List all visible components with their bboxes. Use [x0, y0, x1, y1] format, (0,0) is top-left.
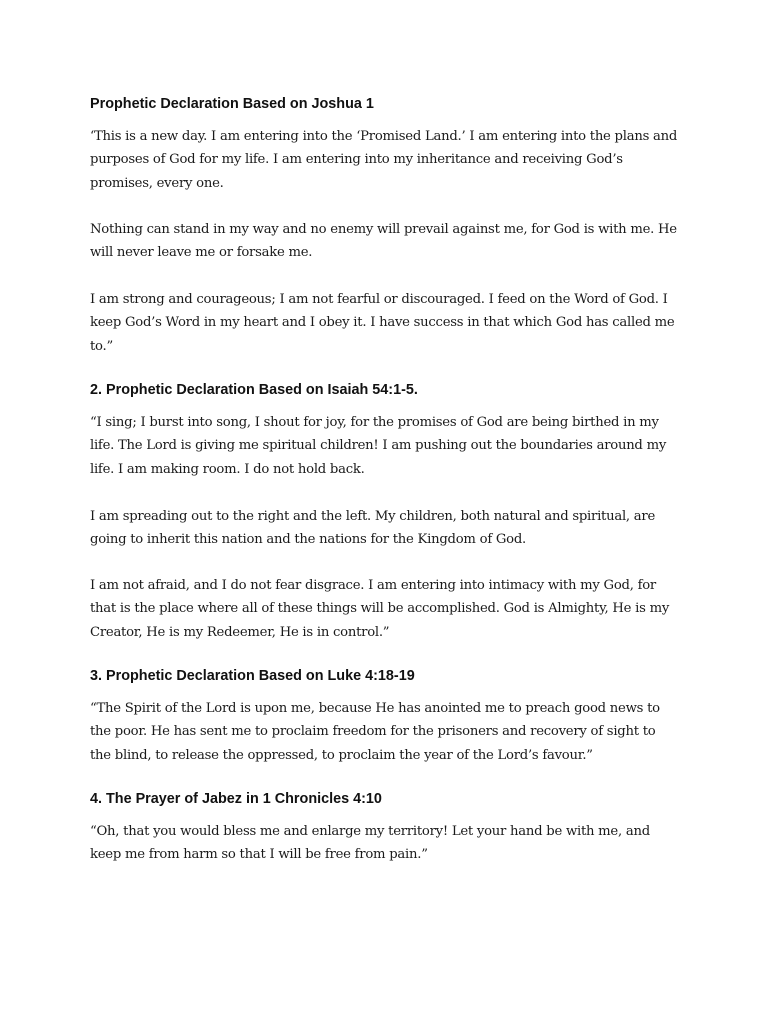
section-heading: 2. Prophetic Declaration Based on Isaiah 54:1-5. [90, 382, 418, 398]
section-joshua-body [90, 125, 680, 195]
section-joshua-body [90, 218, 680, 265]
section-isaiah [90, 380, 680, 400]
paragraph: ‘This is a new day. I am entering into the ‘Promised Land.’ I am entering into the plans and purposes of God for my life. I am entering into my inheritance and receiving God’s promises, every one. [90, 129, 678, 191]
section-isaiah-body [90, 574, 680, 644]
paragraph: “The Spirit of the Lord is upon me, because He has anointed me to preach good news to the poor. He has sent me to proclaim freedom for the prisoners and recovery of sight to the blind, to release the oppressed, to proclaim the year of the Lord’s favour.” [90, 701, 660, 763]
section-joshua-body [90, 288, 680, 358]
paragraph: I am spreading out to the right and the left. My children, both natural and spiritual, are going to inherit this nation and the nations for the Kingdom of God. [90, 509, 656, 548]
paragraph: “I sing; I burst into song, I shout for joy, for the promises of God are being birthed in my life. The Lord is giving me spiritual children! I am pushing out the boundaries around my life. I am making room. I do not hold back. [90, 415, 667, 477]
paragraph: I am not afraid, and I do not fear disgrace. I am entering into intimacy with my God, for that is the place where all of these things will be accomplished. God is Almighty, He is my Creator, He is my Redeemer, He is in control.” [90, 578, 670, 640]
paragraph: I am strong and courageous; I am not fearful or discouraged. I feed on the Word of God. I keep God’s Word in my heart and I obey it. I have success in that which God has called me to.” [90, 292, 675, 354]
section-jabez [90, 789, 680, 809]
section-heading: 4. The Prayer of Jabez in 1 Chronicles 4:10 [90, 791, 382, 807]
section-luke [90, 666, 680, 686]
section-heading: 3. Prophetic Declaration Based on Luke 4:18-19 [90, 668, 415, 684]
section-luke-body [90, 697, 680, 767]
section-heading: Prophetic Declaration Based on Joshua 1 [90, 96, 374, 112]
paragraph: “Oh, that you would bless me and enlarge my territory! Let your hand be with me, and keep me from harm so that I will be free from pain.” [90, 824, 650, 863]
section-jabez-body [90, 820, 680, 867]
section-isaiah-body [90, 411, 680, 481]
section-joshua [90, 94, 680, 114]
section-isaiah-body [90, 505, 680, 552]
paragraph: Nothing can stand in my way and no enemy will prevail against me, for God is with me. He will never leave me or forsake me. [90, 222, 677, 261]
